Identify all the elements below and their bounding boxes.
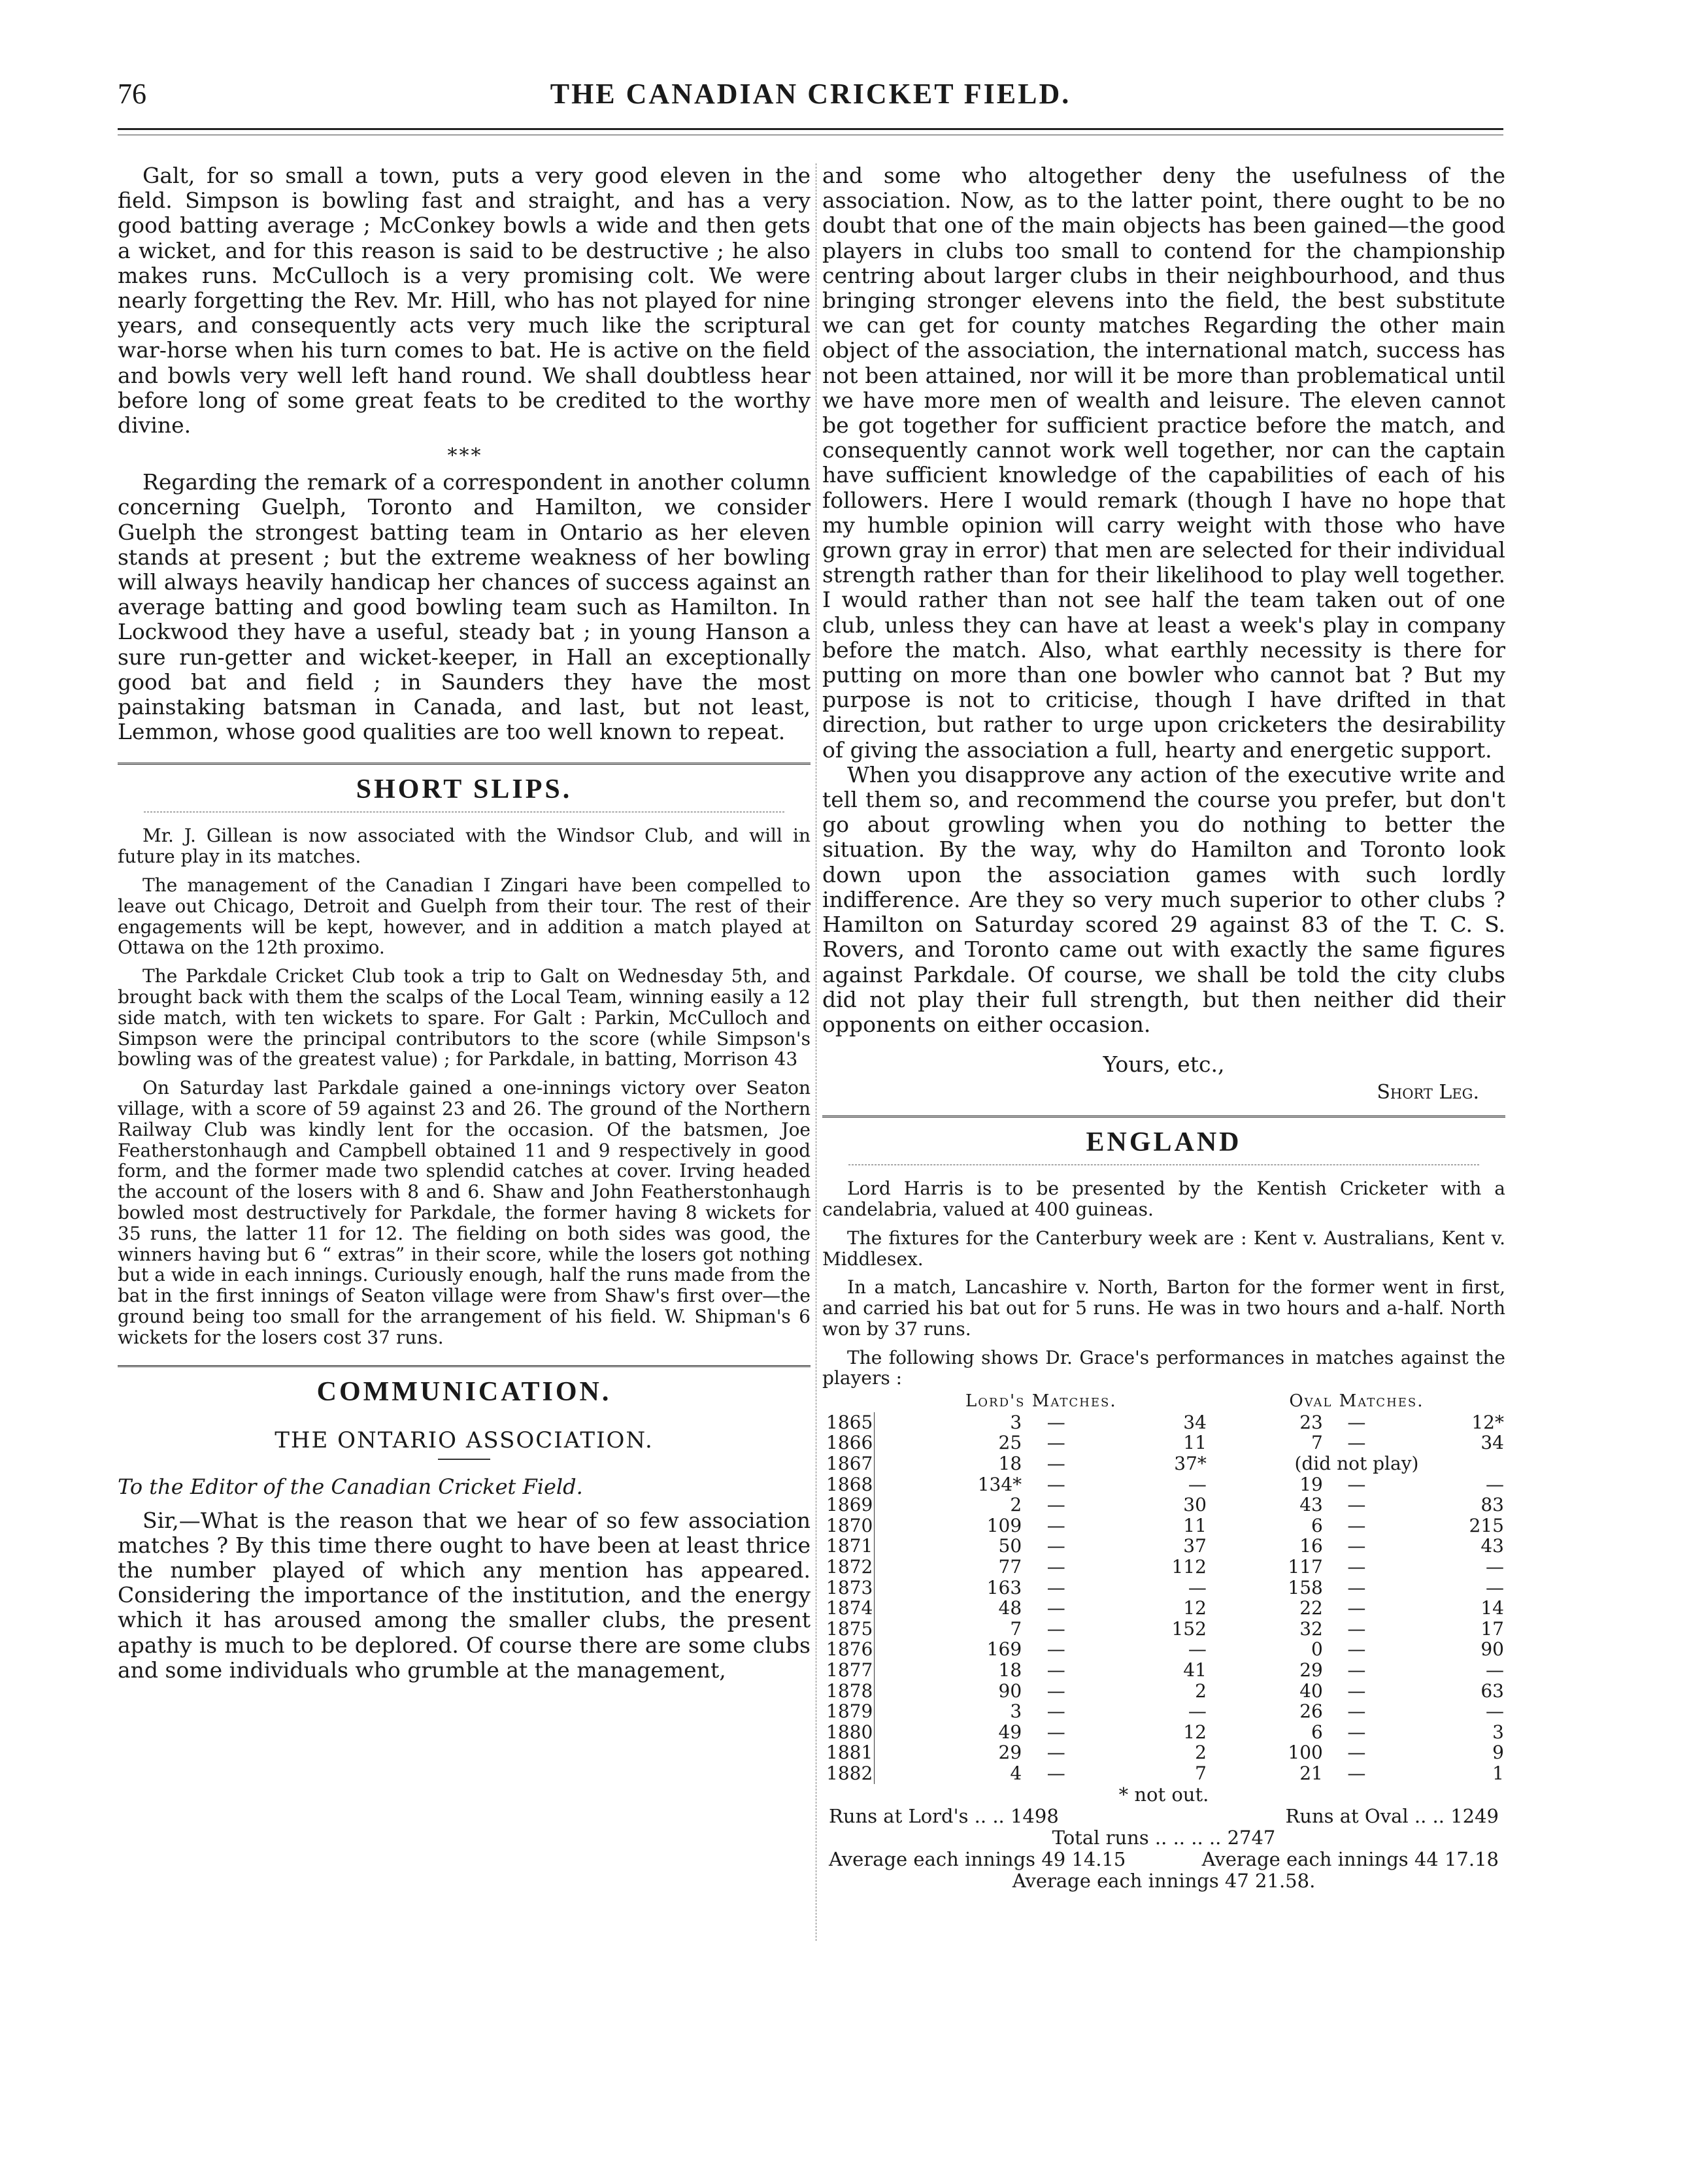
year-cell: 1876	[822, 1639, 875, 1660]
dash-cell: —	[1046, 1679, 1065, 1702]
dash-cell: —	[1347, 1679, 1366, 1702]
runs-oval-label: Runs at Oval	[1285, 1804, 1409, 1827]
section-stars: * * *	[447, 444, 481, 468]
table-row	[822, 1578, 1505, 1598]
lords-second-innings: 112	[1171, 1556, 1207, 1578]
table-row	[822, 1453, 1505, 1474]
year-cell: 1871	[822, 1536, 875, 1557]
lords-first-innings: 169	[986, 1638, 1022, 1661]
oval-second-innings: —	[1486, 1473, 1504, 1495]
dash-cell: —	[1347, 1494, 1366, 1516]
dash-cell: —	[1046, 1514, 1065, 1536]
oval-second-innings: 12*	[1471, 1411, 1504, 1433]
lords-first-innings: 2	[1010, 1494, 1022, 1516]
oval-second-innings: 83	[1480, 1494, 1504, 1516]
year-cell: 1879	[822, 1701, 875, 1722]
lords-second-innings: 7	[1195, 1762, 1207, 1784]
table-row	[822, 1515, 1505, 1536]
year-cell: 1875	[822, 1619, 875, 1640]
to-the-editor: To the Editor of the Canadian Cricket Field.	[118, 1474, 583, 1499]
table-row	[822, 1722, 1505, 1743]
dash-cell: —	[1347, 1535, 1366, 1557]
letter-continued: and some who altogether deny the usefulness of the association. Now, as to the latter point, there ought to be no doubt that one of the main objects has been gained—the good players in clubs too small to contend for the championship centring about larger clubs in their neighbourhood, and thus bringing stronger elevens into the field, the best substitute we can get for county matches Regarding the other main object of the association, the international match, success has not been attained, nor will it be more than problematical until we have more men of wealth and leisure. The eleven cannot be got together for sufficient practice before the match, and consequently cannot work well together, nor can the captain have sufficient knowledge of the capabilities of each of his followers. Here I would remark (though I have no hope that my humble opinion will carry weight with those who have grown gray in error) that men are selected for their individual strength rather than for their likelihood to play well together. I would rather than not see half the team taken out of one club, unless they can have at least a week's play in company before the match. Also, what earthly necessity is there for putting on more than one bowler who cannot bat ? But my purpose is not to criticise, though I have drifted in that direction, but rather to urge upon cricketers the desirability of giving the association a full, hearty and energetic support.	[822, 163, 1505, 763]
lords-first-innings: 4	[1010, 1762, 1022, 1784]
short-slips-heading: SHORT SLIPS.	[356, 774, 573, 805]
dash-cell: —	[1046, 1742, 1065, 1764]
lords-first-innings: 134*	[977, 1473, 1022, 1495]
dash-cell: —	[1046, 1597, 1065, 1619]
year-cell: 1881	[822, 1742, 875, 1763]
oval-second-innings: —	[1486, 1556, 1504, 1578]
england-item: Lord Harris is to be presented by the Kentish Cricketer with a candelabria, valued at 400 guineas.	[822, 1178, 1505, 1220]
year-cell: 1870	[822, 1515, 875, 1536]
right-column	[822, 163, 1505, 2145]
dash-cell: —	[1347, 1638, 1366, 1661]
lords-second-innings: 37	[1183, 1535, 1207, 1557]
oval-first-innings: 40	[1299, 1679, 1323, 1702]
slip-item: Mr. J. Gillean is now associated with the Windsor Club, and will in future play in its matches.	[118, 825, 811, 868]
dash-cell: —	[1046, 1638, 1065, 1661]
runs-lords-label: Runs at Lord's	[829, 1804, 969, 1827]
runs-lords-value: 1498	[1010, 1804, 1059, 1827]
lords-first-innings: 90	[998, 1679, 1022, 1702]
oval-second-innings: 90	[1480, 1638, 1504, 1661]
oval-first-innings: 32	[1299, 1617, 1323, 1640]
not-out-note: * not out.	[1118, 1783, 1209, 1806]
lords-second-innings: 152	[1171, 1617, 1207, 1640]
oval-second-innings: 14	[1480, 1597, 1504, 1619]
lords-second-innings: 37*	[1174, 1453, 1207, 1475]
section-rule	[118, 763, 811, 765]
section-rule	[118, 1365, 811, 1367]
dash-cell: —	[1046, 1576, 1065, 1598]
lords-first-innings: 29	[998, 1742, 1022, 1764]
oval-second-innings: 63	[1480, 1679, 1504, 1702]
runs-oval-value: 1249	[1450, 1804, 1499, 1827]
dash-cell: —	[1046, 1556, 1065, 1578]
lords-first-innings: 109	[986, 1514, 1022, 1536]
oval-first-innings: 19	[1299, 1473, 1323, 1495]
table-row	[822, 1660, 1505, 1681]
dash-cell: —	[1347, 1556, 1366, 1578]
oval-second-innings: 3	[1492, 1721, 1504, 1743]
oval-first-innings: 22	[1299, 1597, 1323, 1619]
table-row	[822, 1557, 1505, 1578]
oval-first-innings: 6	[1311, 1514, 1323, 1536]
oval-first-innings: 29	[1299, 1659, 1323, 1681]
galt-paragraph: Galt, for so small a town, puts a very good eleven in the field. Simpson is bowling fast and straight, and has a very good batting average ; McConkey bowls a wide and then gets a wicket, and for this reason is said to be destructive ; he also makes runs. McCulloch is a very promising colt. We were nearly forgetting the Rev. Mr. Hill, who has not played for nine years, and consequently acts very much like the scriptural war-horse when his turn comes to bat. He is active on the field and bowls very well left hand round. We shall doubtless hear before long of some great feats to be credited to the worthy divine.	[118, 163, 811, 438]
dash-cell: —	[1347, 1411, 1366, 1433]
runs-summary: Runs at Lord's .. .. 1498 Runs at Oval .. .. 1249	[829, 1804, 1499, 1827]
year-cell: 1868	[822, 1474, 875, 1495]
oval-second-innings: 1	[1492, 1762, 1504, 1784]
lords-first-innings: 3	[1010, 1700, 1022, 1723]
oval-first-innings: 100	[1288, 1742, 1323, 1764]
lords-second-innings: 41	[1183, 1659, 1207, 1681]
oval-first-innings: (did not play)	[1294, 1453, 1419, 1475]
oval-second-innings: 9	[1492, 1742, 1504, 1764]
dash-cell: —	[1046, 1494, 1065, 1516]
slip-item: The management of the Canadian I Zingari have been compelled to leave out Chicago, Detroit and Guelph from their tour. The rest of their engagements will be kept, however, and in addition a match played at Ottawa on the 12th proximo.	[118, 874, 811, 959]
oval-first-innings: 26	[1299, 1700, 1323, 1723]
left-column	[118, 163, 811, 2145]
oval-second-innings: —	[1486, 1700, 1504, 1723]
lords-second-innings: 12	[1183, 1597, 1207, 1619]
lords-second-innings: 11	[1183, 1432, 1207, 1454]
dash-cell: —	[1347, 1473, 1366, 1495]
dash-cell: —	[1046, 1721, 1065, 1743]
table-row	[822, 1412, 1505, 1433]
average-lords: Average each innings 49 14.15	[829, 1847, 1126, 1870]
oval-first-innings: 117	[1288, 1556, 1323, 1578]
dash-cell: —	[1046, 1617, 1065, 1640]
table-row	[822, 1639, 1505, 1660]
dash-cell: —	[1347, 1514, 1366, 1536]
england-heading: ENGLAND	[1086, 1127, 1242, 1158]
oval-second-innings: 215	[1469, 1514, 1504, 1536]
year-cell: 1869	[822, 1495, 875, 1515]
table-row	[822, 1474, 1505, 1495]
dash-cell: —	[1046, 1700, 1065, 1723]
slip-item: On Saturday last Parkdale gained a one-innings victory over Seaton village, with a score of 59 against 23 and 26. The ground of the Northern Railway Club was kindly lent for the occasion. Of the batsmen, Joe Featherstonhaugh and Campbell obtained 11 and 9 respectively in good form, and the former made two splendid catches at cover. Irving headed the account of the losers with 8 and 6. Shaw and John Featherstonhaugh bowled most destructively for Parkdale, the former having 8 wickets for 35 runs, the latter 11 for 12. The fielding on both sides was good, the winners having but 6 “ extras” in their score, while the losers got nothing but a wide in each innings. Curiously enough, half the runs made from the bat in the first innings of Seaton village were from Shaw's first over—the ground being too small for the arrangement of his field. W. Shipman's 6 wickets for the losers cost 37 runs.	[118, 1077, 811, 1348]
average-oval: Average each innings 44 17.18	[1201, 1847, 1499, 1870]
england-item: In a match, Lancashire v. North, Barton for the former went in first, and carried his bat out for 5 runs. He was in two hours and a-half. North won by 37 runs.	[822, 1276, 1505, 1340]
lords-first-innings: 163	[986, 1576, 1022, 1598]
oval-first-innings: 7	[1311, 1432, 1323, 1454]
dash-cell: —	[1347, 1432, 1366, 1454]
year-cell: 1873	[822, 1578, 875, 1598]
lords-first-innings: 48	[998, 1597, 1022, 1619]
lords-second-innings: —	[1188, 1700, 1207, 1723]
letter-opening: Sir,—What is the reason that we hear of so few association matches ? By this time there ought to have been at least thrice the number played of which any mention has appeared. Considering the importance of the institution, and the energy which it has aroused among the smaller clubs, the present apathy is much to be deplored. Of course there are some clubs and some individuals who grumble at the management,	[118, 1507, 811, 1683]
header-rule	[118, 128, 1503, 130]
oval-second-innings: —	[1486, 1659, 1504, 1681]
oval-first-innings: 43	[1299, 1494, 1323, 1516]
averages	[822, 1849, 1505, 1870]
table-row	[822, 1495, 1505, 1515]
lords-first-innings: 3	[1010, 1411, 1022, 1433]
short-rule	[438, 1459, 490, 1460]
oval-first-innings: 158	[1288, 1576, 1323, 1598]
dash-cell: —	[1347, 1742, 1366, 1764]
oval-second-innings: —	[1486, 1576, 1504, 1598]
dash-cell: —	[1347, 1700, 1366, 1723]
oval-first-innings: 0	[1311, 1638, 1323, 1661]
lords-second-innings: 30	[1183, 1494, 1207, 1516]
table-row	[822, 1536, 1505, 1557]
lords-second-innings: 2	[1195, 1742, 1207, 1764]
total-runs-label: Total runs	[1052, 1826, 1149, 1849]
year-cell: 1867	[822, 1453, 875, 1474]
table-row	[822, 1763, 1505, 1784]
page-number: 76	[118, 78, 146, 110]
table-header-row	[822, 1391, 1505, 1412]
lords-first-innings: 25	[998, 1432, 1022, 1454]
year-cell: 1865	[822, 1412, 875, 1433]
table-row	[822, 1742, 1505, 1763]
guelph-paragraph: Regarding the remark of a correspondent in another column concerning Guelph, Toronto and Hamilton, we consider Guelph the strongest batting team in Ontario as her eleven stands at present ; but the extreme weakness of her bowling will always heavily handicap her chances of success against an average batting and good bowling team such as Hamilton. In Lockwood they have a useful, steady bat ; in young Hanson a sure run-getter and wicket-keeper, in Hall an exceptionally good bat and field ; in Saunders they have the most painstaking batsman in Canada, and last, but not least, Lemmon, whose good qualities are too well known to repeat.	[118, 469, 811, 745]
total-runs-value: 2747	[1227, 1826, 1276, 1849]
ontario-association-heading: THE ONTARIO ASSOCIATION.	[275, 1427, 654, 1453]
england-item: The fixtures for the Canterbury week are : Kent v. Australians, Kent v. Middlesex.	[822, 1227, 1505, 1270]
lords-second-innings: 11	[1183, 1514, 1207, 1536]
letter-signature: Short Leg.	[1377, 1081, 1479, 1104]
dash-cell: —	[1347, 1576, 1366, 1598]
table-row	[822, 1432, 1505, 1453]
communication-heading: COMMUNICATION.	[316, 1376, 612, 1407]
average-total: Average each innings 47 21.58.	[1012, 1869, 1316, 1892]
dash-cell: —	[1046, 1411, 1065, 1433]
dash-cell: —	[1347, 1597, 1366, 1619]
oval-second-innings: 34	[1480, 1432, 1504, 1454]
oval-first-innings: 6	[1311, 1721, 1323, 1743]
dash-cell: —	[1347, 1721, 1366, 1743]
table-row	[822, 1619, 1505, 1640]
lords-second-innings: —	[1188, 1576, 1207, 1598]
table-row	[822, 1701, 1505, 1722]
dash-cell: —	[1046, 1453, 1065, 1475]
lords-first-innings: 50	[998, 1535, 1022, 1557]
table-row	[822, 1681, 1505, 1702]
year-cell: 1880	[822, 1722, 875, 1743]
lords-first-innings: 7	[1010, 1617, 1022, 1640]
year-cell: 1872	[822, 1557, 875, 1578]
oval-matches-heading: Oval Matches.	[1289, 1391, 1424, 1412]
dash-cell: —	[1347, 1659, 1366, 1681]
section-rule	[822, 1116, 1505, 1117]
lords-second-innings: 34	[1183, 1411, 1207, 1433]
lords-first-innings: 18	[998, 1453, 1022, 1475]
year-cell: 1874	[822, 1598, 875, 1619]
slip-item: The Parkdale Cricket Club took a trip to Galt on Wednesday 5th, and brought back with them the scalps of the Local Team, winning easily a 12 side match, with ten wickets to spare. For Galt : Parkin, McCulloch and Simpson were the principal contributors to the score (while Simpson's bowling was of the greatest value) ; for Parkdale, in batting, Morrison 43	[118, 965, 811, 1070]
year-cell: 1878	[822, 1681, 875, 1702]
dash-cell: —	[1347, 1617, 1366, 1640]
lords-matches-heading: Lord's Matches.	[965, 1391, 1117, 1412]
oval-first-innings: 21	[1299, 1762, 1323, 1784]
england-item: The following shows Dr. Grace's performances in matches against the players :	[822, 1346, 1505, 1389]
total-runs: Total runs .. .. .. .. 2747	[1052, 1826, 1276, 1849]
year-cell: 1866	[822, 1432, 875, 1453]
table-row	[822, 1598, 1505, 1619]
lords-second-innings: —	[1188, 1638, 1207, 1661]
oval-first-innings: 16	[1299, 1535, 1323, 1557]
lords-first-innings: 77	[998, 1556, 1022, 1578]
dash-cell: —	[1347, 1762, 1366, 1784]
page-header	[118, 77, 1503, 129]
lords-second-innings: —	[1188, 1473, 1207, 1495]
year-cell: 1877	[822, 1660, 875, 1681]
lords-second-innings: 2	[1195, 1679, 1207, 1702]
year-cell: 1882	[822, 1763, 875, 1784]
dash-cell: —	[1046, 1535, 1065, 1557]
newspaper-title: THE CANADIAN CRICKET FIELD.	[550, 78, 1071, 110]
dash-cell: —	[1046, 1762, 1065, 1784]
oval-first-innings: 23	[1299, 1411, 1323, 1433]
lords-second-innings: 12	[1183, 1721, 1207, 1743]
lords-first-innings: 49	[998, 1721, 1022, 1743]
grace-performance-table	[822, 1391, 1505, 1783]
dash-cell: —	[1046, 1432, 1065, 1454]
oval-second-innings: 43	[1480, 1535, 1504, 1557]
oval-second-innings: 17	[1480, 1617, 1504, 1640]
letter-continued: When you disapprove any action of the executive write and tell them so, and recommend the course you prefer, but don't go about growling when you do nothing to better the situation. By the way, why do Hamilton and Toronto look down upon the association games with such lordly indifference. Are they so very much superior to other clubs ? Hamilton on Saturday scored 29 against 83 of the T. C. S. Rovers, and Toronto came out with exactly the same figures against Parkdale. Of course, we shall be told the city clubs did not play their full strength, but then neither did their opponents on either occasion.	[822, 761, 1505, 1037]
dash-cell: —	[1046, 1659, 1065, 1681]
lords-first-innings: 18	[998, 1659, 1022, 1681]
letter-closing: Yours, etc.,	[1103, 1051, 1225, 1078]
dash-cell: —	[1046, 1473, 1065, 1495]
